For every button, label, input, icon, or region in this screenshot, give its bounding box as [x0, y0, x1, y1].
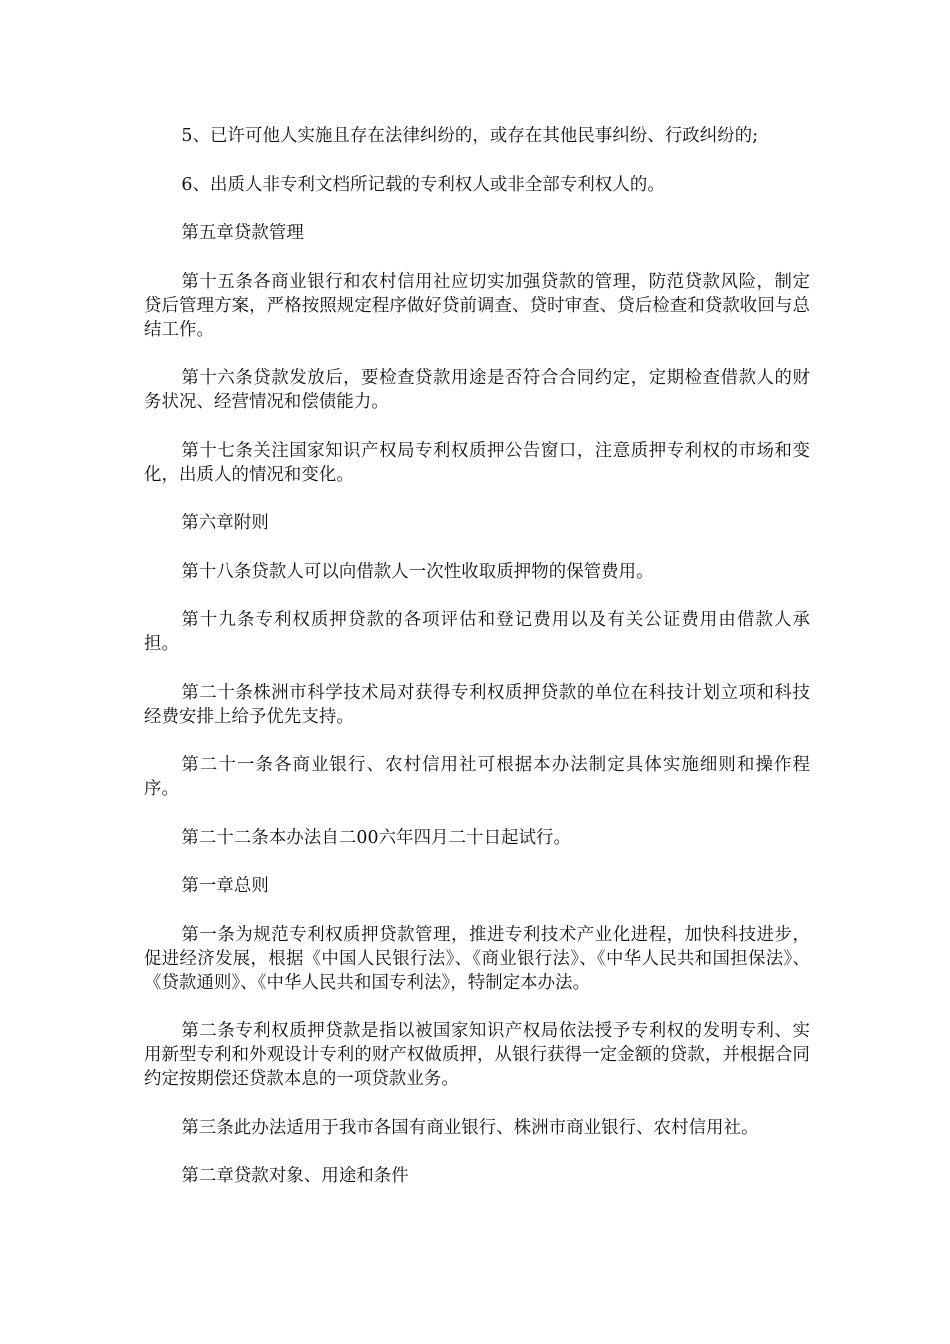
article-paragraph: 第二条专利权质押贷款是指以被国家知识产权局依法授予专利权的发明专利、实用新型专利和外观设计专利的财产权做质押，从银行获得一定金额的贷款，并根据合同约定按期偿还贷款本息的一项贷款业务。 — [144, 1021, 810, 1089]
article-paragraph: 第二十条株洲市科学技术局对获得专利权质押贷款的单位在科技计划立项和科技经费安排上给予优先支持。 — [144, 682, 810, 727]
chapter-heading: 第六章附则 — [181, 513, 269, 533]
chapter-heading: 第五章贷款管理 — [181, 223, 304, 243]
chapter-heading: 第二章贷款对象、用途和条件 — [181, 1166, 409, 1186]
article-paragraph: 第三条此办法适用于我市各国有商业银行、株洲市商业银行、农村信用社。 — [181, 1117, 759, 1138]
article-paragraph: 第十六条贷款发放后，要检查贷款用途是否符合合同约定，定期检查借款人的财务状况、经营情况和偿债能力。 — [144, 368, 810, 412]
list-item: 5、已许可他人实施且存在法律纠纷的，或存在其他民事纠纷、行政纠纷的; — [181, 126, 759, 146]
list-item: 6、出质人非专利文档所记载的专利权人或非全部专利权人的。 — [181, 174, 665, 195]
article-paragraph: 第十八条贷款人可以向借款人一次性收取质押物的保管费用。 — [181, 561, 654, 582]
article-paragraph: 第十五条各商业银行和农村信用社应切实加强贷款的管理，防范贷款风险，制定贷后管理方案，严格按照规定程序做好贷前调查、贷时审查、贷后检查和贷款收回与总结工作。 — [144, 271, 810, 340]
article-paragraph: 第二十一条各商业银行、农村信用社可根据本办法制定具体实施细则和操作程序。 — [144, 755, 810, 799]
article-paragraph: 第十九条专利权质押贷款的各项评估和登记费用以及有关公证费用由借款人承担。 — [144, 610, 810, 654]
chapter-heading: 第一章总则 — [181, 876, 269, 896]
article-paragraph: 第二十二条本办法自二00六年四月二十日起试行。 — [181, 827, 572, 848]
article-paragraph: 第一条为规范专利权质押贷款管理，推进专利技术产业化进程，加快科技进步，促进经济发展，根据《中国人民银行法》、《商业银行法》、《中华人民共和国担保法》、《贷款通则》、《中华人民共和国专利法》，特制定本办法。 — [144, 924, 810, 993]
document-body — [144, 124, 810, 1213]
article-paragraph: 第十七条关注国家知识产权局专利权质押公告窗口，注意质押专利权的市场和变化，出质人的情况和变化。 — [144, 440, 810, 485]
